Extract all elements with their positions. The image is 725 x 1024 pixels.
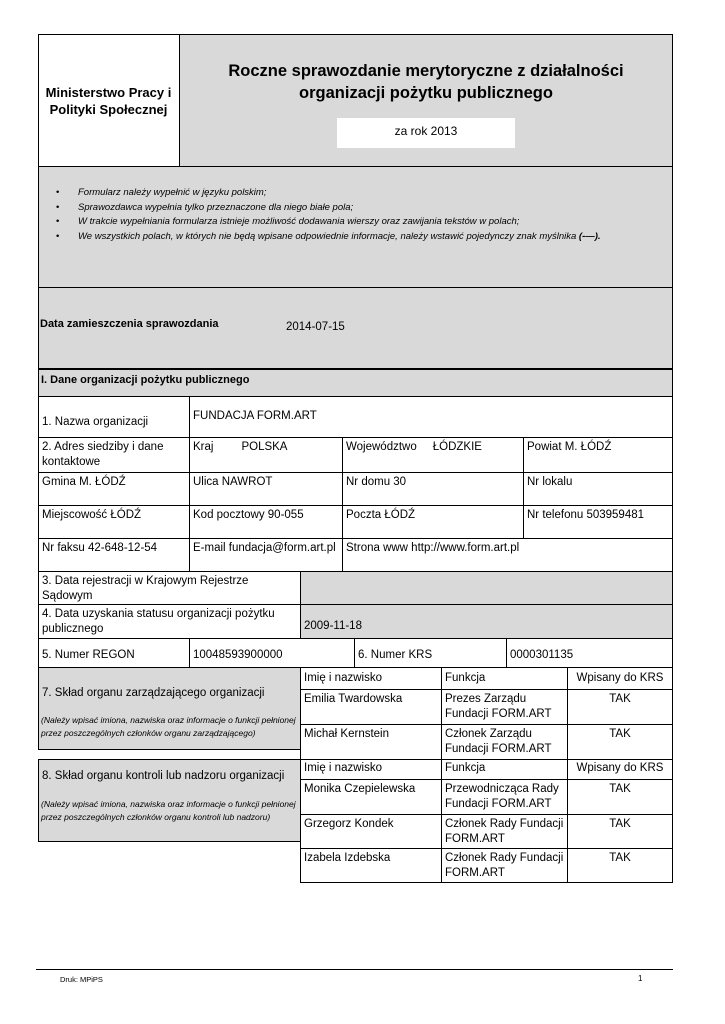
instruction-item: • W trakcie wypełniania formularza istnieje możliwość dodawania wierszy oraz zawijania tekstów w polach;: [56, 216, 520, 227]
board-member-krs[interactable]: TAK: [567, 689, 673, 725]
wojewodztwo-field[interactable]: Województwo ŁÓDZKIE: [342, 437, 524, 473]
nr-domu-field[interactable]: Nr domu 30: [342, 472, 524, 506]
ulica-field[interactable]: Ulica NAWROT: [189, 472, 343, 506]
address-label: 2. Adres siedziby i dane kontaktowe: [38, 437, 190, 473]
footer-print-label: Druk: MPiPS: [60, 975, 103, 984]
control-member-krs[interactable]: TAK: [567, 814, 673, 849]
board-header-name: Imię i nazwisko: [300, 667, 442, 690]
control-header-function: Funkcja: [441, 759, 568, 780]
nr-lokalu-field[interactable]: Nr lokalu: [523, 472, 673, 506]
board-member-name[interactable]: Emilia Twardowska: [300, 689, 442, 725]
control-member-krs[interactable]: TAK: [567, 848, 673, 883]
email-field[interactable]: E-mail fundacja@form.art.pl: [189, 538, 343, 572]
board-member-name[interactable]: Michał Kernstein: [300, 724, 442, 760]
report-date-label: Data zamieszczenia sprawozdania: [40, 318, 219, 330]
board-member-function[interactable]: Prezes Zarządu Fundacji FORM.ART: [441, 689, 568, 725]
control-member-function[interactable]: Członek Rady Fundacji FORM.ART: [441, 848, 568, 883]
control-member-name[interactable]: Monika Czepielewska: [300, 779, 442, 815]
control-header-krs: Wpisany do KRS: [567, 759, 673, 780]
telefon-field[interactable]: Nr telefonu 503959481: [523, 505, 673, 539]
instruction-item: • We wszystkich polach, w których nie będą wpisane odpowiednie informacje, należy wstawić pojedynczy znak myślnika (-—).: [56, 230, 601, 242]
www-field[interactable]: Strona www http://www.form.art.pl: [342, 538, 673, 572]
control-member-name[interactable]: Izabela Izdebska: [300, 848, 442, 883]
kod-pocztowy-field[interactable]: Kod pocztowy 90-055: [189, 505, 343, 539]
name-label: 1. Nazwa organizacji: [38, 396, 190, 438]
board-label: 7. Skład organu zarządzającego organizacji: [42, 687, 265, 699]
board-member-function[interactable]: Członek Zarządu Fundacji FORM.ART: [441, 724, 568, 760]
board-member-krs[interactable]: TAK: [567, 724, 673, 760]
instruction-item: • Sprawozdawca wypełnia tylko przeznaczone dla niego białe pola;: [56, 201, 354, 213]
page-number: 1: [638, 974, 643, 983]
control-member-function[interactable]: Przewodnicząca Rady Fundacji FORM.ART: [441, 779, 568, 815]
ministry-name: Ministerstwo Pracy i Polityki Społecznej: [45, 84, 172, 117]
year-field[interactable]: za rok 2013: [337, 118, 515, 148]
control-header-name: Imię i nazwisko: [300, 759, 442, 780]
poczta-field[interactable]: Poczta ŁÓDŹ: [342, 505, 524, 539]
board-note: (Należy wpisać imiona, nazwiska oraz informacje o funkcji pełnionej przez poszczególnych członków organu zarządzającego): [41, 715, 296, 738]
form-title: Roczne sprawozdanie merytoryczne z działalności organizacji pożytku publicznego: [228, 62, 624, 102]
krs-label: 6. Numer KRS: [354, 638, 507, 668]
kraj-field[interactable]: Kraj POLSKA: [189, 437, 343, 473]
powiat-field[interactable]: Powiat M. ŁÓDŹ: [523, 437, 673, 473]
krs-field[interactable]: 0000301135: [506, 638, 673, 668]
board-header-krs: Wpisany do KRS: [567, 667, 673, 690]
board-header-function: Funkcja: [441, 667, 568, 690]
name-field[interactable]: FUNDACJA FORM.ART: [189, 396, 673, 438]
control-member-name[interactable]: Grzegorz Kondek: [300, 814, 442, 849]
regon-label: 5. Numer REGON: [38, 638, 190, 668]
report-date-value[interactable]: 2014-07-15: [286, 321, 345, 333]
faks-field[interactable]: Nr faksu 42-648-12-54: [38, 538, 190, 572]
opp-status-label: 4. Data uzyskania statusu organizacji pożytku publicznego: [38, 604, 301, 639]
control-member-krs[interactable]: TAK: [567, 779, 673, 815]
board-label-box: [38, 667, 301, 750]
miejscowosc-field[interactable]: Miejscowość ŁÓDŹ: [38, 505, 190, 539]
control-label: 8. Skład organu kontroli lub nadzoru organizacji: [42, 770, 285, 782]
krs-registration-label: 3. Data rejestracji w Krajowym Rejestrze Sądowym: [38, 571, 301, 605]
gmina-field[interactable]: Gmina M. ŁÓDŹ: [38, 472, 190, 506]
ministry-cell: [38, 34, 180, 167]
footer-rule: [36, 969, 673, 970]
control-member-function[interactable]: Członek Rady Fundacji FORM.ART: [441, 814, 568, 849]
krs-registration-field[interactable]: [300, 571, 673, 605]
control-note: (Należy wpisać imiona, nazwiska oraz informacje o funkcji pełnionej przez poszczególnych członków organu kontroli lub nadzoru): [41, 799, 296, 822]
instructions-list: [56, 186, 666, 244]
control-label-box: [38, 759, 301, 842]
opp-status-field[interactable]: 2009-11-18: [300, 604, 673, 639]
section1-title: I. Dane organizacji pożytku publicznego: [38, 369, 673, 397]
regon-field[interactable]: 10048593900000: [189, 638, 355, 668]
instruction-item: • Formularz należy wypełnić w języku polskim;: [56, 187, 267, 198]
